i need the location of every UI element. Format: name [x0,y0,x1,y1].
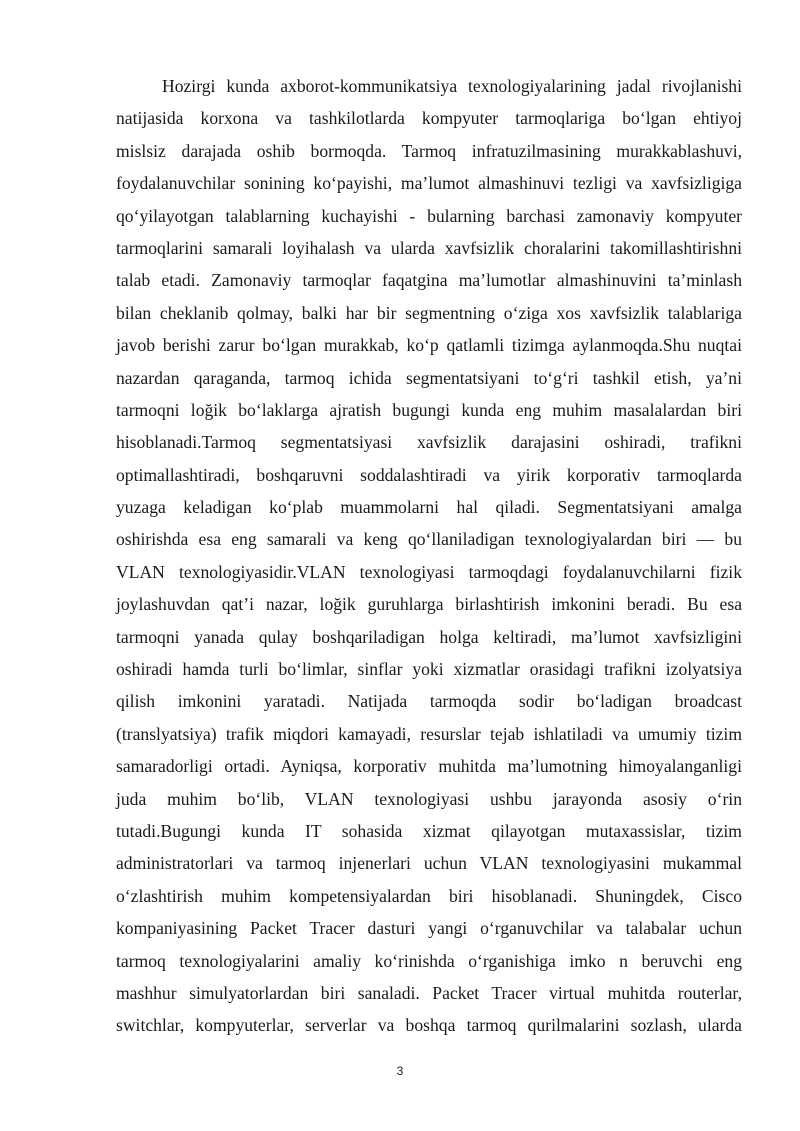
text-line: o‘zlashtirish muhim kompetensiyalardan biri hisoblanadi. Shuningdek, Cisco [116,885,742,906]
text-line: talab etadi. Zamonaviy tarmoqlar faqatgina ma’lumotlar almashinuvini ta’minlash [116,270,742,291]
text-line: tarmoq texnologiyalarini amaliy ko‘rinishda o‘rganishiga imko n beruvchi eng [116,950,742,971]
text-line: samaradorligi ortadi. Ayniqsa, korporativ muhitda ma’lumotning himoyalanganligi [116,756,742,777]
text-line: VLAN texnologiyasidir.VLAN texnologiyasi tarmoqdagi foydalanuvchilarni fizik [116,561,742,582]
text-line: juda muhim bo‘lib, VLAN texnologiyasi ushbu jarayonda asosiy o‘rin [116,788,742,809]
text-line: joylashuvdan qat’i nazar, loğik guruhlarga birlashtirish imkonini beradi. Bu esa [116,594,742,615]
text-line: oshirishda esa eng samarali va keng qo‘llaniladigan texnologiyalardan biri — bu [116,529,742,550]
text-line: qilish imkonini yaratadi. Natijada tarmoqda sodir bo‘ladigan broadcast [116,691,742,712]
text-line: nazardan qaraganda, tarmoq ichida segmentatsiyani to‘g‘ri tashkil etish, ya’ni [116,367,742,388]
text-line: foydalanuvchilar sonining ko‘payishi, ma’lumot almashinuvi tezligi va xavfsizligiga [116,173,742,194]
text-line: javob berishi zarur bo‘lgan murakkab, ko‘p qatlamli tizimga aylanmoqda.Shu nuqtai [116,335,742,356]
body-paragraph [116,74,742,1046]
text-line: tarmoqni yanada qulay boshqariladigan holga keltiradi, ma’lumot xavfsizligini [116,626,742,647]
text-line: kompaniyasining Packet Tracer dasturi yangi o‘rganuvchilar va talabalar uchun [116,918,742,939]
text-line: bilan cheklanib qolmay, balki har bir segmentning o‘ziga xos xavfsizlik talablariga [116,302,742,323]
text-line: mashhur simulyatorlardan biri sanaladi. Packet Tracer virtual muhitda routerlar, [116,982,742,1003]
text-line: mislsiz darajada oshib bormoqda. Tarmoq infratuzilmasining murakkablashuvi, [116,140,742,161]
text-line: tarmoqlarini samarali loyihalash va ularda xavfsizlik choralarini takomillashtirishni [116,237,742,258]
text-line: yuzaga keladigan ko‘plab muammolarni hal qiladi. Segmentatsiyani amalga [116,497,742,518]
text-line: hisoblanadi.Tarmoq segmentatsiyasi xavfsizlik darajasini oshiradi, trafikni [116,432,742,453]
text-line: oshiradi hamda turli bo‘limlar, sinflar yoki xizmatlar orasidagi trafikni izolyatsiya [116,659,742,680]
text-line: switchlar, kompyuterlar, serverlar va boshqa tarmoq qurilmalarini sozlash, ularda [116,1015,742,1036]
text-line: (translyatsiya) trafik miqdori kamayadi, resurslar tejab ishlatiladi va umumiy tizim [116,723,742,744]
text-line: administratorlari va tarmoq injenerlari uchun VLAN texnologiyasini mukammal [116,853,742,874]
text-line: Hozirgi kunda axborot-kommunikatsiya texnologiyalarining jadal rivojlanishi [162,76,742,96]
text-line: tarmoqni loğik bo‘laklarga ajratish bugungi kunda eng muhim masalalardan biri [116,399,742,420]
text-line: natijasida korxona va tashkilotlarda kompyuter tarmoqlariga bo‘lgan ehtiyoj [116,108,742,129]
text-line: qo‘yilayotgan talablarning kuchayishi - bularning barchasi zamonaviy kompyuter [116,205,742,226]
text-line: tutadi.Bugungi kunda IT sohasida xizmat qilayotgan mutaxassislar, tizim [116,820,742,841]
page-number: 3 [396,1064,404,1078]
text-line: optimallashtiradi, boshqaruvni soddalashtiradi va yirik korporativ tarmoqlarda [116,464,742,485]
